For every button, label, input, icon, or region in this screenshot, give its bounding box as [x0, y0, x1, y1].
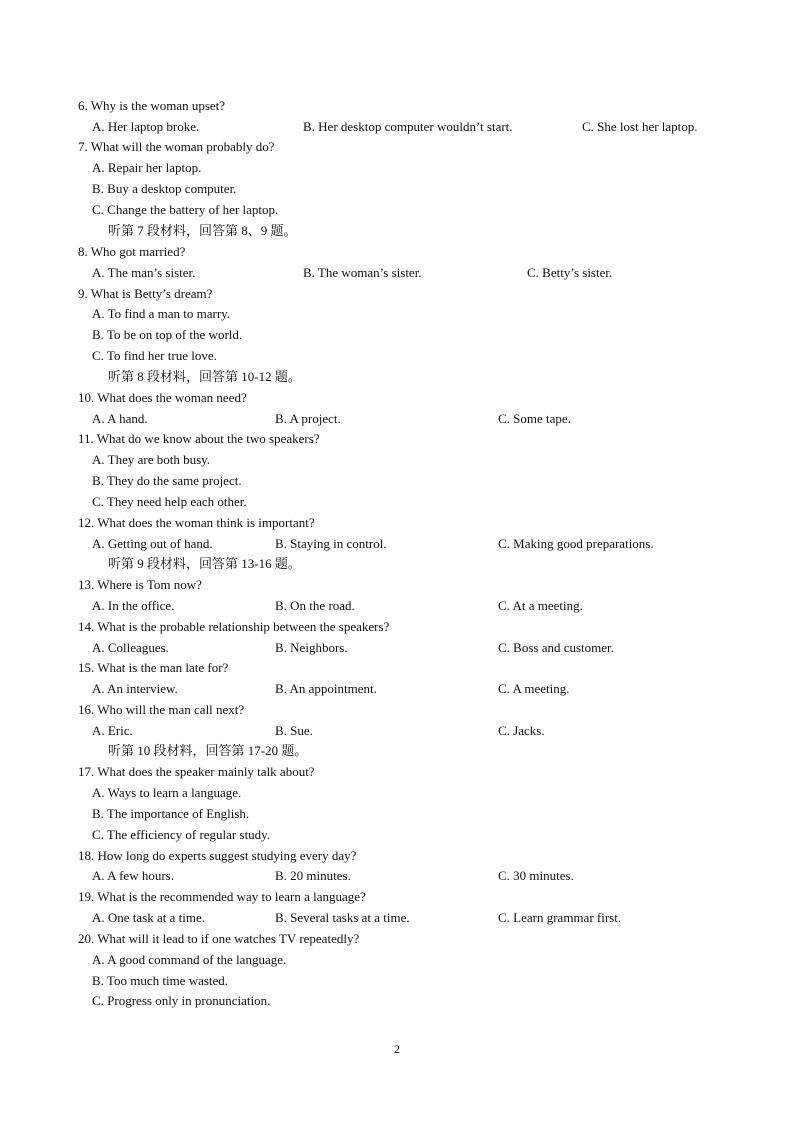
option-a: A. Her laptop broke.: [92, 119, 200, 134]
question-stem: 8. Who got married?: [78, 244, 186, 259]
option-c: C. The efficiency of regular study.: [92, 827, 271, 842]
option-c: C. 30 minutes.: [498, 868, 574, 883]
option-c: C. She lost her laptop.: [582, 119, 698, 134]
option-a: A. Colleagues.: [92, 640, 169, 655]
option-a: A. Eric.: [92, 723, 133, 738]
option-b: B. To be on top of the world.: [92, 327, 243, 342]
option-a: A. Getting out of hand.: [92, 536, 213, 551]
question-stem: 20. What will it lead to if one watches TV repeatedly?: [78, 931, 360, 946]
option-c: C. Jacks.: [498, 723, 545, 738]
option-a: A. One task at a time.: [92, 910, 205, 925]
option-b: B. A project.: [275, 411, 341, 426]
option-a: A. A good command of the language.: [92, 952, 287, 967]
option-b: B. An appointment.: [275, 681, 377, 696]
section-note: 听第 10 段材料，回答第 17-20 题。: [108, 743, 308, 758]
option-b: B. Buy a desktop computer.: [92, 181, 237, 196]
option-c: C. A meeting.: [498, 681, 570, 696]
option-b: B. Staying in control.: [275, 536, 387, 551]
question-stem: 18. How long do experts suggest studying every day?: [78, 848, 357, 863]
option-b: B. Her desktop computer wouldn’t start.: [303, 119, 513, 134]
option-a: A. In the office.: [92, 598, 175, 613]
option-a: A. To find a man to marry.: [92, 306, 231, 321]
question-stem: 12. What does the woman think is important?: [78, 515, 315, 530]
option-a: A. They are both busy.: [92, 452, 211, 467]
option-c: C. Change the battery of her laptop.: [92, 202, 279, 217]
option-a: A. Repair her laptop.: [92, 160, 202, 175]
option-c: C. Some tape.: [498, 411, 571, 426]
option-a: A. A few hours.: [92, 868, 174, 883]
option-c: C. Boss and customer.: [498, 640, 614, 655]
option-b: B. They do the same project.: [92, 473, 242, 488]
question-stem: 15. What is the man late for?: [78, 660, 229, 675]
option-c: C. They need help each other.: [92, 494, 247, 509]
option-b: B. The woman’s sister.: [303, 265, 422, 280]
section-note: 听第 9 段材料，回答第 13-16 题。: [108, 556, 301, 571]
option-c: C. Progress only in pronunciation.: [92, 993, 271, 1008]
option-c: C. Learn grammar first.: [498, 910, 622, 925]
option-c: C. Making good preparations.: [498, 536, 654, 551]
option-a: A. A hand.: [92, 411, 148, 426]
option-b: B. Sue.: [275, 723, 313, 738]
option-c: C. Betty’s sister.: [527, 265, 613, 280]
question-stem: 14. What is the probable relationship between the speakers?: [78, 619, 390, 634]
option-b: B. Neighbors.: [275, 640, 348, 655]
question-stem: 19. What is the recommended way to learn a language?: [78, 889, 366, 904]
question-stem: 10. What does the woman need?: [78, 390, 247, 405]
question-stem: 16. Who will the man call next?: [78, 702, 245, 717]
page-number: 2: [394, 1042, 400, 1056]
question-stem: 6. Why is the woman upset?: [78, 98, 226, 113]
option-a: A. The man’s sister.: [92, 265, 196, 280]
option-b: B. Too much time wasted.: [92, 973, 229, 988]
section-note: 听第 8 段材料，回答第 10-12 题。: [108, 369, 301, 384]
option-b: B. The importance of English.: [92, 806, 250, 821]
option-a: A. Ways to learn a language.: [92, 785, 242, 800]
option-b: B. 20 minutes.: [275, 868, 351, 883]
option-b: B. On the road.: [275, 598, 355, 613]
question-stem: 11. What do we know about the two speakers?: [78, 431, 320, 446]
question-stem: 7. What will the woman probably do?: [78, 139, 275, 154]
option-c: C. To find her true love.: [92, 348, 217, 363]
option-b: B. Several tasks at a time.: [275, 910, 410, 925]
question-stem: 13. Where is Tom now?: [78, 577, 202, 592]
section-note: 听第 7 段材料，回答第 8、9 题。: [108, 223, 297, 238]
question-stem: 17. What does the speaker mainly talk about?: [78, 764, 315, 779]
option-c: C. At a meeting.: [498, 598, 583, 613]
question-stem: 9. What is Betty’s dream?: [78, 286, 213, 301]
option-a: A. An interview.: [92, 681, 178, 696]
